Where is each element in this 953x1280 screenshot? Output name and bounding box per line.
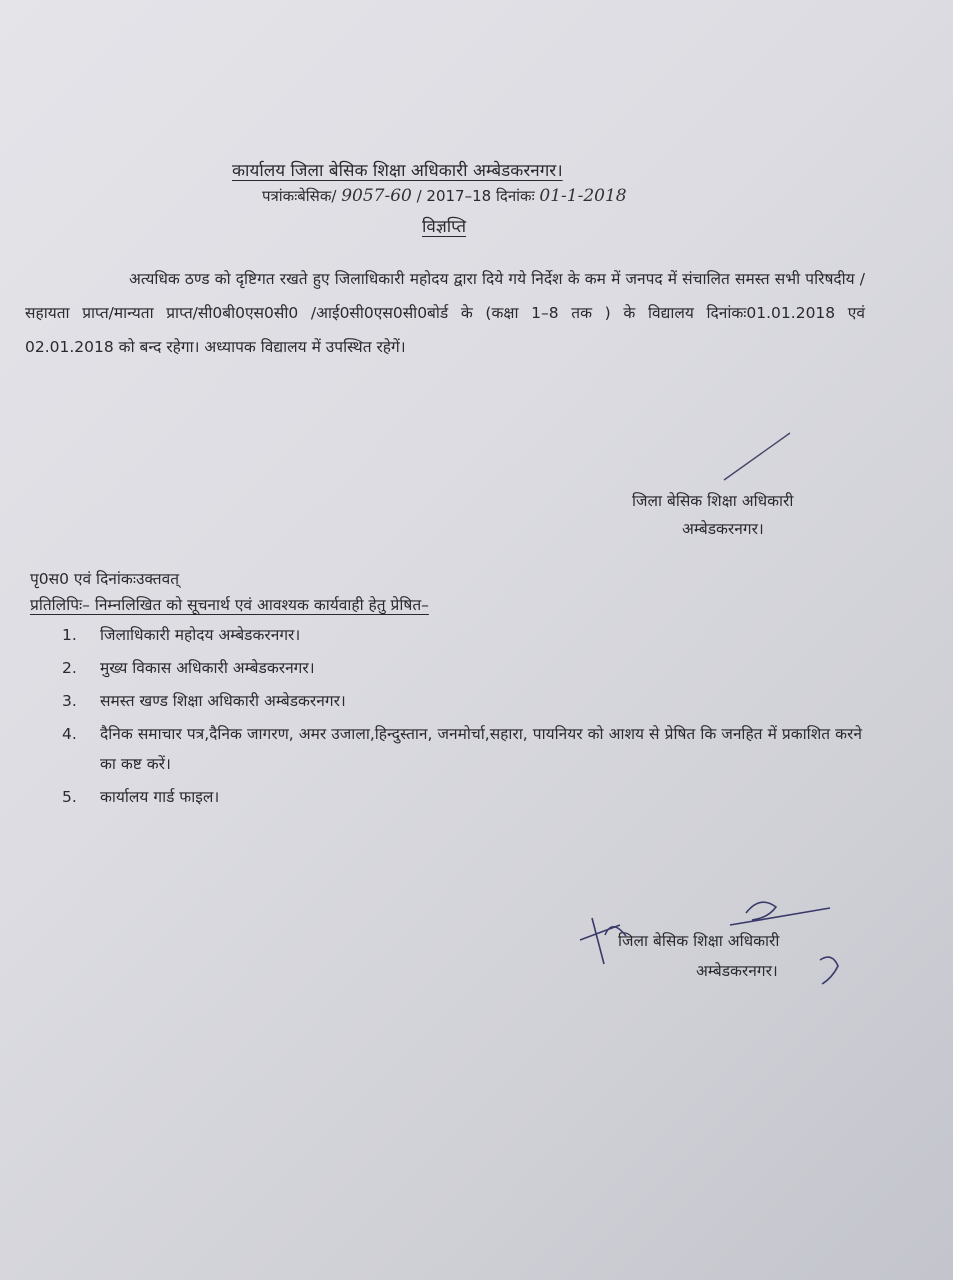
- list-number: 5.: [62, 788, 77, 806]
- notice-title: विज्ञप्ति: [422, 217, 467, 237]
- copy-heading: प्रतिलिपिः– निम्नलिखित को सूचनार्थ एवं आवश्यक कार्यवाही हेतु प्रेषित–: [30, 596, 429, 614]
- copy-recipient-list: [62, 620, 862, 815]
- list-number: 4.: [62, 725, 77, 743]
- list-text: जिलाधिकारी महोदय अम्बेडकरनगर।: [100, 626, 301, 644]
- list-number: 3.: [62, 692, 77, 710]
- signature-block-2: [618, 926, 779, 986]
- handwritten-letter-number: 9057-60: [341, 186, 412, 206]
- notice-body: अत्यधिक ठण्ड को दृष्टिगत रखते हुए जिलाधिकारी महोदय द्वारा दिये गये निर्देश के कम में जनपद में संचालित समस्त सभी परिषदीय /सहायता प्राप्त/मान्यता प्राप्त/सी0बी0एस0सी0 /आई0सी0एस0सी0बोर्ड के (कक्षा 1–8 तक ) के विद्यालय दिनांकः01.01.2018 एवं 02.01.2018 को बन्द रहेगा। अध्यापक विद्यालय में उपस्थित रहेगें।: [25, 270, 865, 356]
- list-number: 2.: [62, 659, 77, 677]
- signatory-designation: जिला बेसिक शिक्षा अधिकारी: [618, 932, 780, 950]
- list-item: [62, 653, 862, 683]
- signature-block-1: [632, 487, 793, 543]
- list-item: [62, 620, 862, 650]
- list-text: समस्त खण्ड शिक्षा अधिकारी अम्बेडकरनगर।: [100, 692, 346, 710]
- signature-stroke-1: [724, 433, 790, 480]
- list-item: [62, 719, 862, 779]
- list-text: कार्यालय गार्ड फाइल।: [100, 788, 220, 806]
- list-text: दैनिक समाचार पत्र,दैनिक जागरण, अमर उजाला,हिन्दुस्तान, जनमोर्चा,सहारा, पायनियर को आशय से प्रेषित कि जनहित में प्रकाशित करने का कष्ट करें।: [100, 725, 862, 773]
- date-label: दिनांकः: [495, 187, 535, 205]
- signature-stroke-3: [730, 902, 830, 925]
- reference-line: पृ0स0 एवं दिनांकःउक्तवत्: [30, 570, 180, 588]
- list-item: [62, 686, 862, 716]
- list-text: मुख्य विकास अधिकारी अम्बेडकरनगर।: [100, 659, 315, 677]
- handwritten-date: 01-1-2018: [539, 186, 627, 206]
- signature-stroke-4: [820, 957, 838, 984]
- letter-year: / 2017–18: [416, 187, 492, 205]
- office-heading: कार्यालय जिला बेसिक शिक्षा अधिकारी अम्बेडकरनगर।: [232, 161, 563, 181]
- signatory-designation: जिला बेसिक शिक्षा अधिकारी: [632, 492, 794, 510]
- signatory-place: अम्बेडकरनगर।: [696, 962, 778, 980]
- signatory-place: अम्बेडकरनगर।: [682, 520, 764, 538]
- letter-number-prefix: पत्रांकःबेसिक/: [262, 187, 337, 205]
- list-number: 1.: [62, 626, 77, 644]
- list-item: [62, 782, 862, 812]
- letter-number-line: [262, 186, 627, 206]
